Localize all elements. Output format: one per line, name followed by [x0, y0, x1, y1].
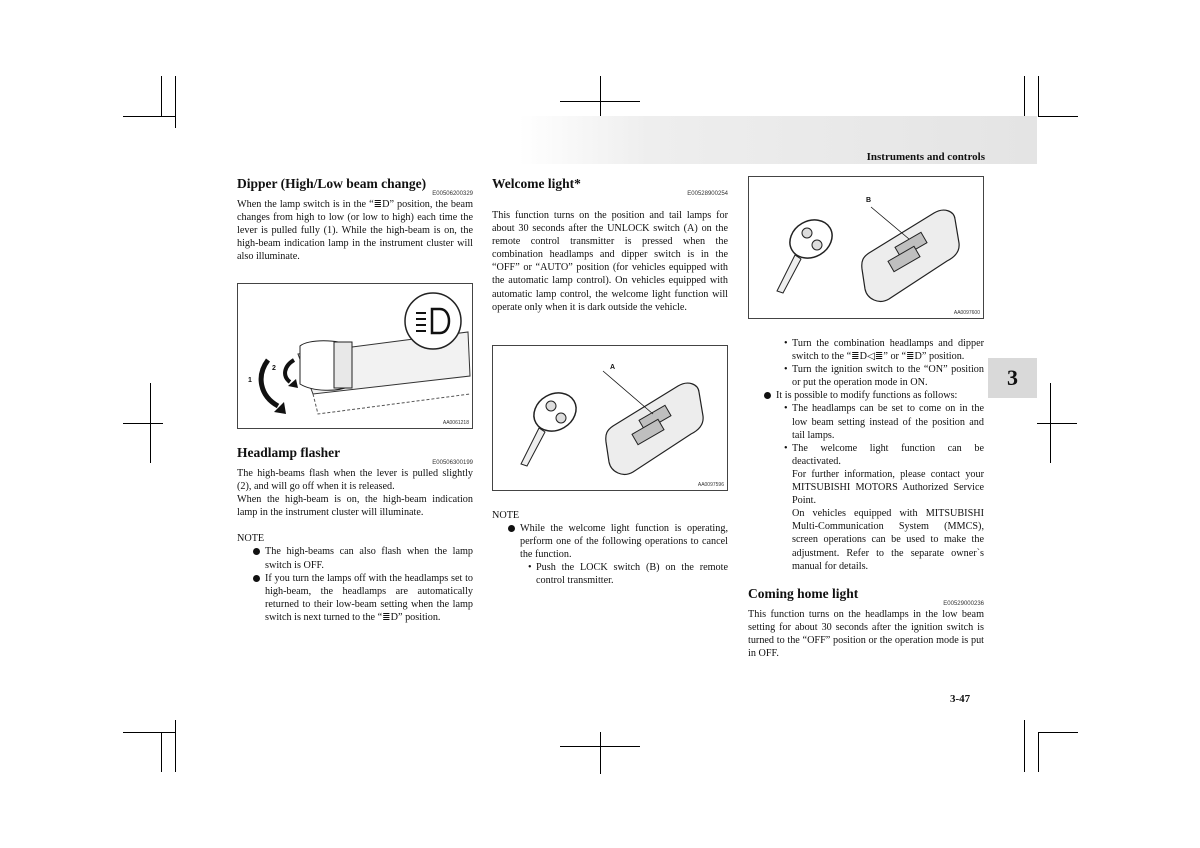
welcome-heading: Welcome light*: [492, 176, 581, 191]
dipper-body: When the lamp switch is in the “≣D” position, the beam changes from high to low (or low to high) each time the lever is pulled fully (1). While the high-beam is on, the high-beam indication lamp in the instrument cluster will also illuminate.: [237, 199, 473, 263]
crop-mark: [600, 732, 601, 774]
note-item: While the welcome light function is operating, perform one of the following operations to cancel the function.: [492, 522, 728, 561]
note-subitem: • Push the LOCK switch (B) on the remote control transmitter.: [528, 562, 728, 587]
note-title: NOTE: [237, 533, 265, 545]
column-3: [748, 337, 984, 573]
label-b: B: [866, 197, 872, 204]
flasher-heading: Headlamp flasher: [237, 445, 341, 460]
flasher-code: E00506300199: [432, 460, 473, 466]
flasher-body-2: When the high-beam is on, the high-beam indication lamp in the instrument cluster will illuminate.: [237, 494, 473, 519]
figure-code: AA0097600: [953, 310, 980, 316]
crop-mark: [175, 76, 176, 128]
list-subitem: • The welcome light function can be deactivated.: [784, 442, 984, 467]
crop-mark: [1037, 423, 1077, 424]
section-title: Instruments and controls: [866, 151, 985, 163]
crop-mark: [1038, 76, 1039, 116]
label-a: A: [610, 364, 616, 371]
page-number: 3-47: [950, 693, 971, 705]
dipper-heading: Dipper (High/Low beam change): [237, 176, 427, 191]
dipper-code: E00506200329: [432, 191, 473, 197]
crop-mark: [1024, 720, 1025, 772]
crop-mark: [161, 76, 162, 116]
lever-figure: [237, 283, 473, 429]
crop-mark: [161, 732, 162, 772]
figure-code: AA0097596: [697, 482, 724, 488]
list-subitem: • Turn the combination headlamps and dipper switch to the “≣D◁≣” or “≣D” position.: [784, 338, 984, 363]
column-2-note: [492, 509, 728, 588]
note-item: If you turn the lamps off with the headlamps set to high-beam, the headlamps are automatically returned to their low-beam setting when the lamp switch is next turned to the “≣D” position.: [237, 572, 473, 624]
crop-mark: [1050, 383, 1051, 463]
label-1: 1: [248, 377, 252, 384]
crop-mark: [123, 423, 163, 424]
list-item: It is possible to modify functions as follows:: [748, 389, 984, 402]
crop-mark: [123, 732, 175, 733]
column-2: [492, 176, 728, 314]
column-1-lower: [237, 445, 473, 624]
note-title: NOTE: [492, 510, 520, 521]
list-subitem: • Turn the ignition switch to the “ON” position or put the operation mode in ON.: [784, 364, 984, 389]
label-2: 2: [272, 365, 276, 372]
para: For further information, please contact your MITSUBISHI MOTORS Authorized Service Point.: [792, 468, 984, 507]
flasher-body-1: The high-beams flash when the lever is pulled slightly (2), and will go off when it is released.: [237, 468, 473, 493]
list-subitem: • The headlamps can be set to come on in the low beam setting instead of the position and tail lamps.: [784, 403, 984, 441]
coming-code: E00529000236: [943, 601, 984, 607]
figure-code: AA0061218: [442, 420, 469, 426]
crop-mark: [1038, 732, 1039, 772]
crop-mark: [1038, 732, 1078, 733]
coming-body: This function turns on the headlamps in the low beam setting for about 30 seconds after the ignition switch is turned to the “OFF” position or the operation mode is put in OFF.: [748, 609, 984, 660]
crop-mark: [123, 116, 175, 117]
welcome-code: E00528900254: [687, 191, 728, 197]
key-figure-unlock: [492, 345, 728, 491]
note-item: The high-beams can also flash when the lamp switch is OFF.: [237, 545, 473, 571]
crop-mark: [175, 720, 176, 772]
lever-illustration: [238, 284, 472, 428]
para: On vehicles equipped with MITSUBISHI Multi-Communication System (MMCS), screen operations can be used to make the adjustment. Refer to the separate owner`s manual for details.: [792, 508, 984, 572]
coming-heading: Coming home light: [748, 586, 859, 601]
chapter-tab: 3: [988, 358, 1037, 398]
crop-mark: [150, 383, 151, 463]
crop-mark: [1038, 116, 1078, 117]
welcome-body: This function turns on the position and tail lamps for about 30 seconds after the UNLOCK switch (A) on the remote control transmitter is pressed when the combination headlamps and dipper switch is in the “OFF” or “AUTO” position (for vehicles equipped with the automatic lamp control). On vehicles equipped with automatic lamp control, the welcome light function will operate only when it is dark outside the vehicle.: [492, 210, 728, 313]
key-figure-lock: [748, 176, 984, 319]
column-3-lower: [748, 586, 984, 660]
column-1: [237, 176, 473, 263]
